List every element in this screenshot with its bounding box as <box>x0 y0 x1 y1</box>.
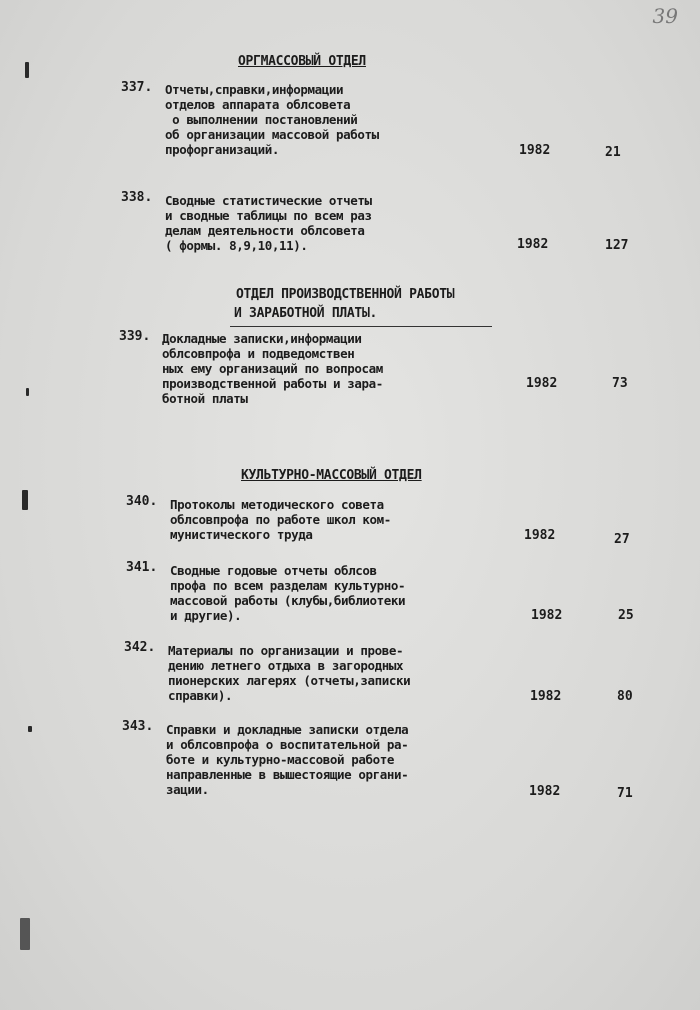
entry-sheet-count: 27 <box>614 532 630 547</box>
section-heading-line2: И ЗАРАБОТНОЙ ПЛАТЫ. <box>234 306 378 321</box>
entry-year: 1982 <box>530 689 562 704</box>
entry-description: Сводные статистические отчеты и сводные таблицы по всем раз делам деятельности облсовета ( формы. 8,9,10,11). <box>165 193 372 253</box>
entry-description: Отчеты,справки,информации отделов аппарата облсовета о выполнении постановлений об организации массовой работы профорганизаций. <box>165 82 379 157</box>
entry-description: Протоколы методического совета облсовпрофа по работе школ ком- мунистического труда <box>170 497 391 542</box>
entry-sheet-count: 127 <box>605 238 629 253</box>
binding-mark <box>26 388 29 396</box>
section-underline <box>230 326 492 327</box>
entry-sheet-count: 25 <box>618 608 634 623</box>
entry-year: 1982 <box>531 608 563 623</box>
page-number: 39 <box>652 4 678 28</box>
entry-description: Докладные записки,информации облсовпрофа и подведомствен ных ему организаций по вопросам производственной работы и зара- ботной платы <box>162 331 383 406</box>
entry-number: 342. <box>124 640 156 655</box>
entry-year: 1982 <box>519 143 551 158</box>
section-heading: ОТДЕЛ ПРОИЗВОДСТВЕННОЙ РАБОТЫ <box>236 287 455 302</box>
entry-sheet-count: 71 <box>617 786 633 801</box>
entry-sheet-count: 80 <box>617 689 633 704</box>
entry-description: Справки и докладные записки отдела и облсовпрофа о воспитательной ра- боте и культурно-массовой работе направленные в вышестоящие органи- зации. <box>166 722 409 797</box>
entry-year: 1982 <box>524 528 556 543</box>
entry-number: 337. <box>121 80 153 95</box>
entry-description: Материалы по организации и прове- дению летнего отдыха в загородных пионерских лагерях (отчеты,записки справки). <box>168 643 411 703</box>
entry-number: 338. <box>121 190 153 205</box>
binding-mark <box>25 62 29 78</box>
binding-mark <box>28 726 32 732</box>
entry-number: 340. <box>126 494 158 509</box>
entry-year: 1982 <box>526 376 558 391</box>
binding-mark <box>20 918 30 950</box>
entry-year: 1982 <box>517 237 549 252</box>
entry-sheet-count: 21 <box>605 145 621 160</box>
entry-description: Сводные годовые отчеты облсов профа по всем разделам культурно- массовой работы (клубы,библиотеки и другие). <box>170 563 406 623</box>
entry-year: 1982 <box>529 784 561 799</box>
entry-number: 343. <box>122 719 154 734</box>
binding-mark <box>22 490 28 510</box>
entry-sheet-count: 73 <box>612 376 628 391</box>
entry-number: 341. <box>126 560 158 575</box>
entry-number: 339. <box>119 329 151 344</box>
section-heading: КУЛЬТУРНО-МАССОВЫЙ ОТДЕЛ <box>241 468 422 483</box>
section-heading: ОРГМАССОВЫЙ ОТДЕЛ <box>238 54 366 69</box>
